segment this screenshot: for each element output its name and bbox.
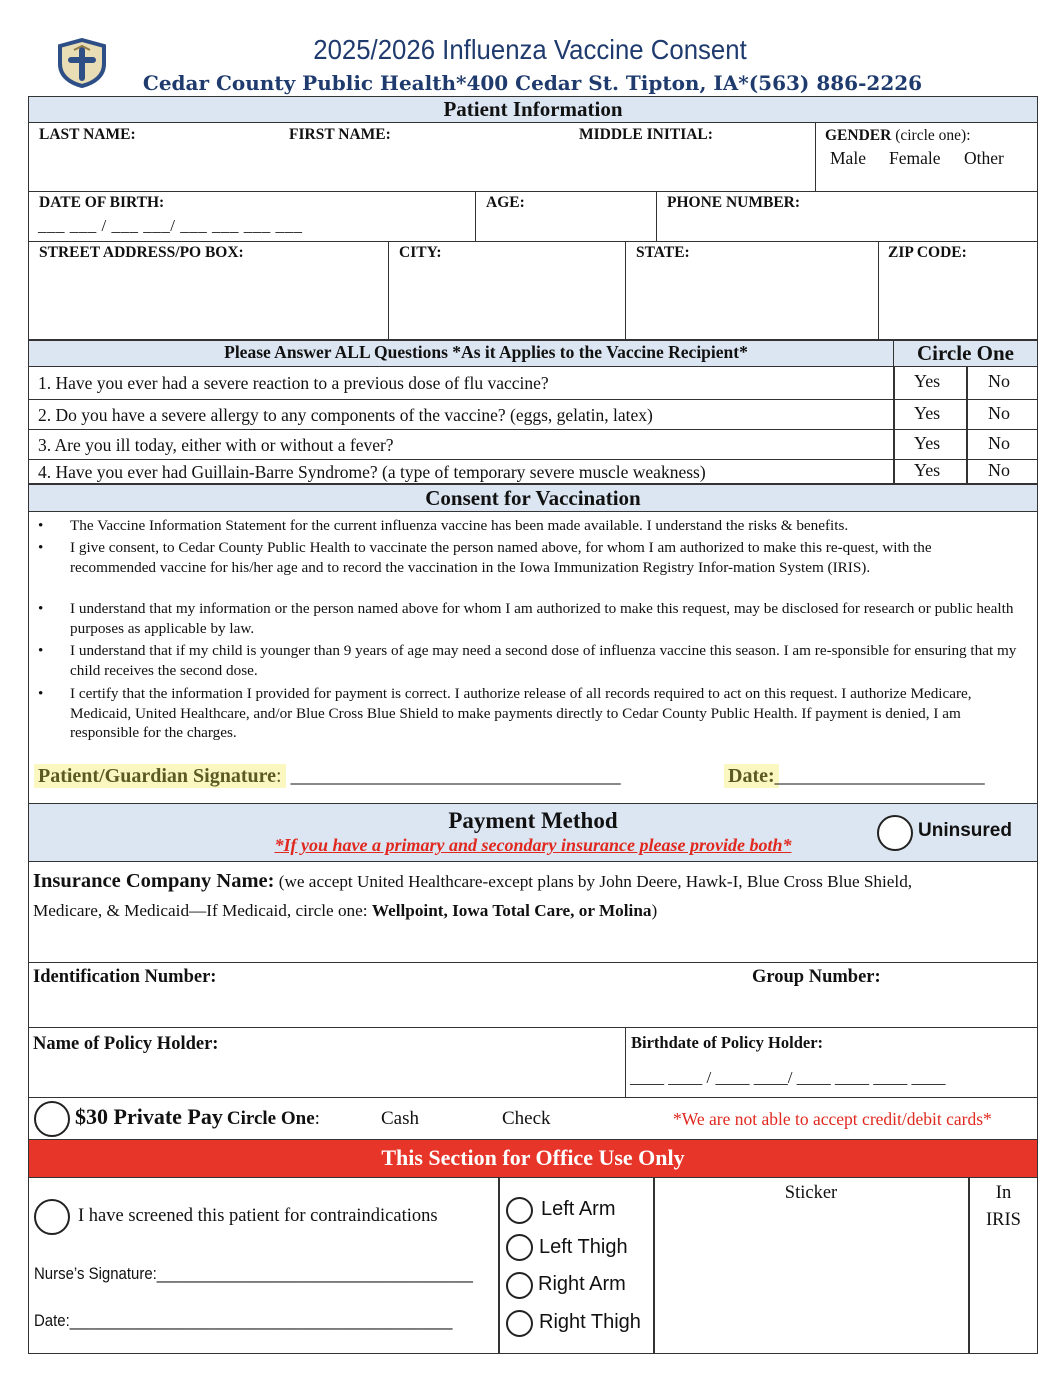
signature-row bbox=[34, 765, 621, 788]
insurance-company-desc2: Medicare, & Medicaid—If Medicaid, circle one: bbox=[33, 901, 372, 920]
consent-date-label: Date: bbox=[724, 764, 779, 788]
in-iris-label-2: IRIS bbox=[986, 1210, 1021, 1230]
q3-no[interactable]: No bbox=[988, 433, 1010, 453]
office-date-line[interactable]: ______________________________________________ bbox=[69, 1311, 453, 1330]
signature-label bbox=[34, 764, 286, 788]
question-1: 1. Have you ever had a severe reaction to a previous dose of flu vaccine? bbox=[38, 373, 549, 393]
signature-line[interactable]: _________________________________ bbox=[290, 765, 621, 787]
medicaid-plans[interactable]: Wellpoint, Iowa Total Care, or Molina bbox=[371, 901, 652, 920]
consent-text-1: The Vaccine Information Statement for the current influenza vaccine has been made available. I understand the risks & benefits. bbox=[70, 517, 849, 534]
consent-item-4 bbox=[38, 641, 1018, 681]
state-label: STATE: bbox=[636, 244, 690, 261]
consent-header bbox=[28, 484, 1038, 512]
id-number-label: Identification Number: bbox=[33, 967, 217, 987]
question-4: 4. Have you ever had Guillain-Barre Syndrome? (a type of temporary severe muscle weakness) bbox=[38, 462, 706, 482]
yes-column-divider bbox=[893, 366, 895, 484]
screened-circle[interactable] bbox=[34, 1199, 70, 1235]
right-arm-circle[interactable] bbox=[506, 1272, 533, 1299]
signature-colon: : bbox=[276, 765, 282, 787]
patient-info-title: Patient Information bbox=[443, 97, 623, 121]
uninsured-label: Uninsured bbox=[918, 820, 1012, 841]
policy-birthdate-blank[interactable]: ____ ____ / ____ ____/ ____ ____ ____ ____ bbox=[630, 1068, 946, 1087]
policy-holder-label: Name of Policy Holder: bbox=[33, 1034, 219, 1054]
patient-info-header bbox=[28, 96, 1038, 123]
office-title: This Section for Office Use Only bbox=[381, 1145, 685, 1170]
consent-item-5 bbox=[38, 684, 1018, 744]
private-pay-label: $30 Private Pay bbox=[75, 1104, 223, 1129]
questions-header bbox=[28, 340, 894, 367]
consent-date-line[interactable]: _____________________ bbox=[774, 765, 985, 787]
private-pay-colon: : bbox=[314, 1108, 320, 1129]
city-label: CITY: bbox=[399, 244, 442, 261]
question-2: 2. Do you have a severe allergy to any components of the vaccine? (eggs, gelatin, latex) bbox=[38, 405, 653, 425]
q1-no[interactable]: No bbox=[988, 371, 1010, 391]
form-title: 2025/2026 Influenza Vaccine Consent bbox=[313, 34, 747, 65]
dob-label: DATE OF BIRTH: bbox=[39, 194, 165, 211]
office-date bbox=[34, 1311, 452, 1331]
private-pay-circle-one: Circle One bbox=[226, 1108, 315, 1129]
org-address-line: Cedar County Public Health*400 Cedar St. Tipton, IA*(563) 886-2226 bbox=[142, 71, 923, 95]
q3-yes[interactable]: Yes bbox=[914, 433, 941, 453]
question-3: 3. Are you ill today, either with or without a fever? bbox=[38, 435, 394, 455]
insurance-close-paren: ) bbox=[651, 901, 658, 920]
no-column-divider bbox=[966, 366, 968, 484]
q2-no[interactable]: No bbox=[988, 403, 1010, 423]
q4-no[interactable]: No bbox=[988, 460, 1010, 480]
consent-item-1 bbox=[38, 516, 1018, 536]
bullet: • bbox=[38, 517, 44, 534]
gender-label bbox=[825, 127, 971, 145]
nurse-signature-label: Nurse’s Signature: bbox=[34, 1264, 157, 1283]
office-date-label: Date: bbox=[34, 1311, 70, 1330]
left-thigh-circle[interactable] bbox=[506, 1234, 533, 1261]
uninsured-circle[interactable] bbox=[877, 815, 913, 851]
first-name-label: FIRST NAME: bbox=[289, 126, 391, 143]
bullet: • bbox=[38, 600, 44, 617]
check-option[interactable]: Check bbox=[502, 1108, 551, 1129]
site-right-arm: Right Arm bbox=[538, 1273, 626, 1295]
circle-one-header bbox=[893, 340, 1038, 367]
q1-yes[interactable]: Yes bbox=[914, 371, 941, 391]
age-label: AGE: bbox=[486, 194, 525, 211]
consent-text-4: I understand that if my child is younger than 9 years of age may need a second dose of influenza vaccine this season. I am re-sponsible for ensuring that my child receives the second dose. bbox=[70, 642, 1017, 679]
consent-date-row bbox=[724, 765, 985, 788]
group-number-label: Group Number: bbox=[752, 967, 881, 987]
cash-option[interactable]: Cash bbox=[381, 1108, 419, 1129]
office-header bbox=[28, 1139, 1038, 1178]
q4-yes[interactable]: Yes bbox=[914, 460, 941, 480]
bullet: • bbox=[38, 539, 44, 556]
insurance-company-label: Insurance Company Name: bbox=[33, 870, 275, 892]
insurance-company-text bbox=[33, 867, 1033, 925]
gender-option-female[interactable]: Female bbox=[889, 148, 941, 168]
signature-label-text: Patient/Guardian Signature bbox=[38, 765, 276, 787]
consent-text-2: I give consent, to Cedar County Public Health to vaccinate the person named above, for whom I am authorized to make this re-quest, with the recommended vaccine for his/her age and to record the vaccination in the Iowa Immunization Registry Infor-mation System (IRIS). bbox=[70, 539, 932, 576]
consent-text-3: I understand that my information or the person named above for whom I am authorized to make this request, may be disclosed for research or public health purposes as applicable by law. bbox=[70, 600, 1014, 637]
sticker-label: Sticker bbox=[784, 1183, 838, 1203]
gender-option-male[interactable]: Male bbox=[830, 148, 866, 168]
bullet: • bbox=[38, 642, 44, 659]
left-arm-circle[interactable] bbox=[506, 1197, 533, 1224]
last-name-label: LAST NAME: bbox=[39, 126, 136, 143]
phone-label: PHONE NUMBER: bbox=[667, 194, 801, 211]
card-note: *We are not able to accept credit/debit cards* bbox=[673, 1109, 992, 1129]
consent-text-5: I certify that the information I provided for payment is correct. I authorize release of all records required to act on this request. I authorize Medicare, Medicaid, United Healthcare, and/or Blue Cross Blue Shield to make payments directly to Cedar County Public Health. If payment is denied, I am responsible for the charges. bbox=[70, 685, 972, 741]
zip-label: ZIP CODE: bbox=[888, 244, 967, 261]
policy-birthdate-label: Birthdate of Policy Holder: bbox=[631, 1033, 824, 1052]
site-right-thigh: Right Thigh bbox=[539, 1311, 641, 1333]
site-left-thigh: Left Thigh bbox=[539, 1236, 628, 1258]
middle-initial-label: MIDDLE INITIAL: bbox=[579, 126, 713, 143]
nurse-signature-line[interactable]: ______________________________________ bbox=[156, 1264, 473, 1283]
gender-hint: (circle one): bbox=[895, 127, 971, 144]
in-iris-label-1: In bbox=[995, 1183, 1012, 1203]
screened-label: I have screened this patient for contraindications bbox=[78, 1206, 438, 1226]
gender-option-other[interactable]: Other bbox=[964, 148, 1004, 168]
dob-blank[interactable]: ___ ___ / ___ ___/ ___ ___ ___ ___ bbox=[38, 216, 303, 235]
q2-yes[interactable]: Yes bbox=[914, 403, 941, 423]
circle-one-text: Circle One bbox=[916, 341, 1014, 365]
private-pay-circle[interactable] bbox=[34, 1101, 70, 1137]
office-divider-1 bbox=[498, 1177, 500, 1354]
site-left-arm: Left Arm bbox=[541, 1198, 616, 1220]
insurance-company-desc: (we accept United Healthcare-except plans by John Deere, Hawk-I, Blue Cross Blue Shield, bbox=[278, 872, 913, 891]
right-thigh-circle[interactable] bbox=[506, 1310, 533, 1337]
nurse-signature bbox=[34, 1264, 473, 1284]
questions-header-text: Please Answer ALL Questions *As it Applies to the Vaccine Recipient* bbox=[224, 342, 748, 362]
payment-title: Payment Method bbox=[448, 808, 618, 833]
payment-note: *If you have a primary and secondary insurance please provide both* bbox=[274, 835, 792, 855]
street-label: STREET ADDRESS/PO BOX: bbox=[39, 244, 244, 261]
consent-item-2 bbox=[38, 538, 1018, 598]
private-pay-text bbox=[75, 1104, 320, 1130]
consent-item-3 bbox=[38, 599, 1018, 639]
bullet: • bbox=[38, 685, 44, 702]
gender-label-text: GENDER bbox=[825, 127, 892, 144]
consent-title: Consent for Vaccination bbox=[425, 486, 641, 510]
